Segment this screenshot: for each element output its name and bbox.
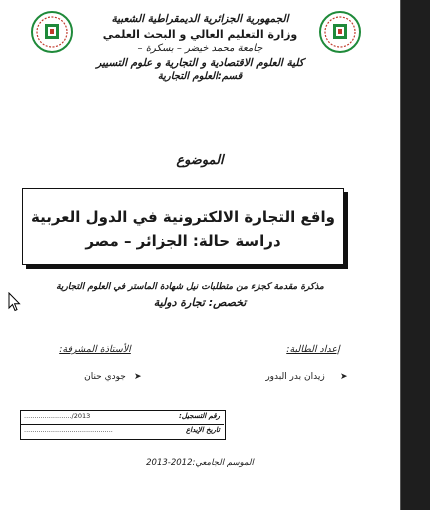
registration-divider (20, 424, 224, 425)
specialty: تخصص: تجارة دولية (153, 296, 247, 309)
header-department: قسم:العلوم التجارية (157, 71, 243, 82)
supervisor-label: الأستاذة المشرفة: (59, 344, 131, 355)
header-ministry: وزارة التعليم العالي و البحث العلمي (102, 28, 298, 41)
supervisor-bullet-icon: ➤ (134, 372, 142, 382)
academic-year: الموسم الجامعي:2012-2013 (146, 458, 254, 468)
student-name: زيدان بدر البدور (265, 372, 325, 382)
header-faculty: كلية العلوم الاقتصادية و التجارية و علوم التسيير (96, 57, 304, 69)
deposit-date-row (20, 426, 224, 440)
deposit-date-label: تاريخ الإيداع (185, 426, 220, 434)
registration-number-label: رقم التسجيل: (179, 412, 220, 420)
registration-number-value: ......................./2013 (24, 412, 91, 420)
header-republic: الجمهورية الجزائرية الديمقراطية الشعبية (111, 13, 289, 25)
memo-description: مذكرة مقدمة كجزء من متطلبات نيل شهادة الماستر في العلوم التجارية (56, 282, 324, 292)
mouse-cursor-icon (8, 292, 22, 312)
prepared-by-label: إعداد الطالبة: (286, 344, 340, 355)
deposit-date-value: ........................................... (24, 426, 113, 434)
title-box (22, 188, 344, 265)
thesis-title-line2: دراسة حالة: الجزائر – مصر (85, 232, 281, 250)
supervisor-name: جودي حنان (84, 372, 126, 382)
student-bullet-icon: ➤ (340, 372, 348, 382)
topic-label: الموضوع (176, 153, 224, 168)
thesis-title-line1: واقع التجارة الالكترونية في الدول العربية (31, 208, 335, 226)
viewer-right-edge (401, 0, 430, 510)
header-university: جامعة محمد خيضر – بسكرة – (137, 43, 263, 54)
